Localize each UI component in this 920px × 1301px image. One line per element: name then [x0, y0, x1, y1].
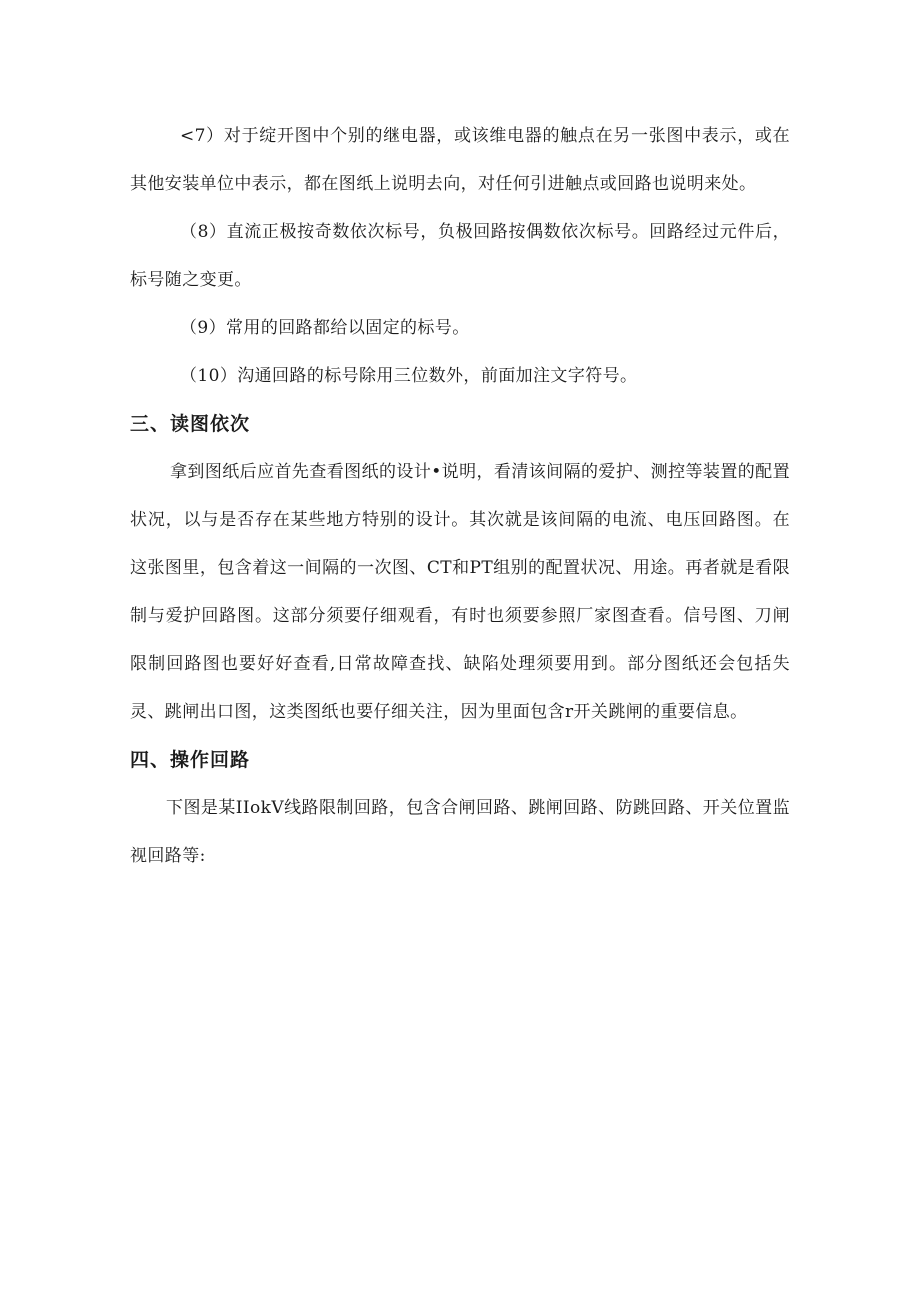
operation-circuit-body: 下图是某IIokV线路限制回路，包含合闸回路、跳闸回路、防跳回路、开关位置监视回路等:: [130, 798, 790, 866]
paragraph-item-10: （10）沟通回路的标号除用三位数外，前面加注文字符号。: [180, 366, 638, 386]
section-heading-operation-circuit: 四、操作回路: [130, 749, 251, 771]
section-heading-reading-order: 三、读图依次: [130, 413, 251, 435]
paragraph-item-7: <7）对于绽开图中个别的继电器，或该维电器的触点在另一张图中表示，或在其他安装单位中表示，都在图纸上说明去向，对任何引进触点或回路也说明来处。: [130, 126, 790, 194]
paragraph-item-9: （9）常用的回路都给以固定的标号。: [180, 318, 470, 338]
reading-order-body: 拿到图纸后应首先查看图纸的设计•说明，看清该间隔的爱护、测控等装置的配置状况，以与是否存在某些地方特别的设计。其次就是该间隔的电流、电压回路图。在这张图里，包含着这一间隔的一次图、CT和PT组别的配置状况、用途。再者就是看限制与爱护回路图。这部分须要仔细观看，有时也须要参照厂家图查看。信号图、刀闸限制回路图也要好好查看,日常故障查找、缺陷处理须要用到。部分图纸还会包括失灵、跳闸出口图，这类图纸也要仔细关注，因为里面包含r开关跳闸的重要信息。: [130, 462, 790, 722]
paragraph-item-8: （8）直流正极按奇数依次标号，负极回路按偶数依次标号。回路经过元件后，标号随之变更。: [130, 222, 790, 290]
document-page: [130, 112, 790, 880]
